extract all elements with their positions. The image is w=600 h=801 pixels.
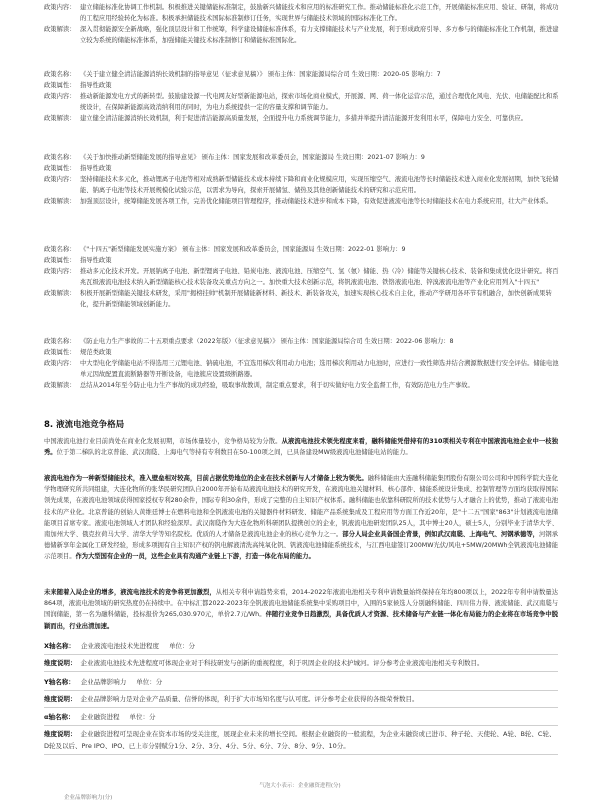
policy-block — [44, 244, 560, 310]
row-label: 政策解读： — [44, 382, 76, 389]
row-label: 政策内容： — [44, 176, 76, 183]
policy-block — [44, 152, 560, 207]
axis-desc-text: 企业液流电池技术先进程度可体现企业对于科技研发与创新的重视程度，利于巩固企业的技术护城河。评分参考企业液流电池相关专利数目。 — [80, 659, 484, 667]
row-label: 政策属性： — [44, 349, 76, 356]
row-text: 加强顶层设计，统筹储能发展各项工作，完善优化储能项目管理程序，推动储能技术进步和成本下降，有效促进液流电池等长时储能技术在电力系统应用，壮大产业体系。 — [80, 198, 553, 205]
section-heading — [44, 418, 124, 430]
para-text: 位于第二梯队的北京普能、武汉南瓞、上海电气等持有专利数目在50-100项之间，已具备建设MW级液流电池储能电站的能力。 — [56, 449, 412, 457]
policy-row — [44, 358, 560, 380]
policy-meta — [80, 69, 560, 80]
policy-date: 生效日期：2021-07 — [335, 154, 394, 161]
section-title-text: 液流电池竞争格局 — [56, 420, 125, 430]
policy-row — [44, 2, 560, 24]
para-text: 融科储能由大连融科储能集团股份有限公司公司和中国科学院大连化学物理研究所共同组建，大连化物所的张华民研究团队自2000年开始布局液流电池技术的研究开发，在液流电池关键材料、核心部件、储能系统设计集成、控制管理等方面均获取得国际领先成果，在液流电池领域获得国家授权专利280余件，国际专利30余件，形成了完整的自主知识产权体系。融科储能也依靠科研院所的技术优势与人才融合上的优势，推动了液流电池技术的产业化。北京普能的创始人黄维廷博士在燃料电池和全钒液流电池的关键器件材料研发、储能产品系统集成及工程应用等方面工作近20年，是"十二五"国家"863"计划液流电池储能项目首席专家。液流电池领域人才团队和经验深厚。武汉南瓞作为大连化物所科研团队提携创立的企业，钒液流电池研发团队25人，其中博士20人，硕士5人，分别毕业于清华大学、南加州大学、俄克拉荷马大学、清华大学等知名院校。优质的人才储备是液流电池企业的核心竞争力之一。 — [44, 475, 559, 539]
policy-block — [44, 336, 560, 391]
chart-y-axis-label: 企业品牌影响力(分) — [64, 795, 113, 801]
axis-definition-y — [44, 676, 558, 708]
policy-title: 《关于加快推动新型储能发展的指导意见》 — [80, 154, 200, 161]
axis-unit-label: 单位： — [136, 678, 156, 686]
row-label: 政策内容： — [44, 93, 76, 100]
axis-definition-alpha — [44, 711, 558, 755]
policy-name-label: 政策名称： — [44, 154, 76, 161]
axis-key: Y轴名称： — [44, 678, 75, 686]
row-text: 指导性政策 — [80, 82, 112, 89]
policy-influence: 影响力：7 — [411, 71, 441, 78]
row-label: 政策属性： — [44, 257, 76, 264]
row-text: 推动新能源发电方式的新转型。鼓励建设源一代电网友好型新能源电站，探索市场化商业模式，开展源、网、荷一体化运营示范，通过合理优化风电、光伏、电储能配比和系统设计，在保障新能源高效消纳利用的同时，为电力系统提供一定的容量支撑和调节能力。 — [80, 93, 559, 111]
para-emphasis: 部分人局企业具备国企背景，例如武汉南瓞、上海电气、河钢承德等， — [342, 531, 540, 539]
policy-row — [44, 113, 560, 124]
section-number: 8. — [44, 420, 54, 430]
row-label: 政策属性： — [44, 165, 76, 172]
para-emphasis: 从液流电池技术领先程度来看，融科储能凭借持有的310项相关专利在中国液流电池企业中一枝独秀。 — [44, 438, 559, 457]
policy-title: 《防止电力生产事故的二十五项重点要求（2022年版）（征求意见稿）》 — [80, 338, 279, 345]
axis-head — [44, 676, 558, 691]
policy-meta — [80, 152, 560, 163]
axis-unit-label: 单位： — [129, 713, 149, 721]
row-text: 建立储能标准化协调工作机制。积极推进关键储能标准制定，鼓励新兴储能技术和应用的标准研究工作。推动储能标准化示范工作，开展储能标准应用、验证、研制，将成功的工程应用经验转化为标准。积极承担储能技术国际标准制修订任务，实现世界与储能技术领域的国际标准化工作。 — [80, 4, 559, 22]
row-label: 政策内容： — [44, 360, 76, 367]
para-emphasis: 液流电池作为一种新型储能技术，准入壁垒相对较高，目前占据优势地位的企业在技术创新与人才储备上较为领先。 — [44, 475, 368, 482]
policy-issuer: 颁布主体：国家发展和改革委员会，国家能源局 — [201, 154, 334, 161]
para-emphasis: 伴随行业竞争日趋激烈，具备优质人才资源、技术储备与产业链一体化布局能力的企业将在市场竞争中脱颖而出，行业出清加速。 — [44, 611, 558, 630]
policy-row — [44, 80, 560, 91]
axis-desc-key: 维度说明： — [44, 659, 77, 667]
row-text: 指导性政策 — [80, 257, 112, 264]
policy-meta-row — [44, 69, 560, 80]
para-emphasis: 未来随着入局企业的增多，液流电池技术的竞争将更加激烈， — [44, 589, 216, 596]
paragraph — [44, 587, 558, 632]
policy-row — [44, 380, 560, 391]
policy-row — [44, 196, 560, 207]
policy-block — [44, 69, 560, 124]
row-label: 政策解读： — [44, 26, 76, 33]
axis-name: 企业液流电池技术先进程度 — [81, 642, 160, 650]
row-label: 政策解读： — [44, 290, 76, 297]
row-label: 政策属性： — [44, 82, 76, 89]
axis-head — [44, 640, 558, 655]
axis-key: α轴名称： — [44, 713, 75, 721]
paragraph — [44, 473, 558, 563]
policy-title: 《关于建立健全清洁能源消纳长效机制的指导意见（征求意见稿）》 — [80, 71, 266, 78]
policy-name-label: 政策名称： — [44, 246, 76, 253]
row-text: 中大型电化学储能电站不得选用三元锂电池、钠硫电池，不宜选用梯次利用动力电池；选用梯次利用动力电池时，应进行一致性筛选并结合溯源数据进行安全评估。储能电池单元因故配置直流断路器等开断设备，电池簇应设置级断路器。 — [80, 360, 559, 378]
axis-desc — [44, 655, 558, 672]
policy-influence: 影响力：9 — [376, 246, 406, 253]
policy-meta-row — [44, 152, 560, 163]
row-label: 政策解读： — [44, 115, 76, 122]
policy-name-label: 政策名称： — [44, 71, 76, 78]
axis-head — [44, 711, 558, 726]
row-text: 积极开展新型储能关键技术研发，采用"揭榜挂帅"机制开展储能新材料、新技术、新装备攻关，加速实现核心技术自主化，推动产学研用各环节有机融合，加快创新成果转化，提升新型储能领域创新能力。 — [80, 290, 552, 308]
policy-influence: 影响力：9 — [395, 154, 425, 161]
policy-date: 生效日期：2022-06 — [364, 338, 423, 345]
policy-row — [44, 174, 560, 196]
row-text: 坚持储能技术多元化，推动锂离子电池等相对成熟新型储能技术成本持续下降和商业化规模应用，实现压缩空气、液流电池等长时储能技术进入商业化发展初期，加快飞轮储能、钠离子电池等技术开展规模化试验示范，以需求为导向，探索开展储氢、储热及其他创新储能技术的研究和示范应用。 — [80, 176, 559, 194]
para-text: 中国液流电池行业目前尚处在商业化发展初期，市场体量较小，竞争格局较为分散。 — [44, 438, 282, 445]
row-text: 规范类政策 — [80, 349, 112, 356]
policy-title: 《"十四五"新型储能发展实施方案》 — [80, 246, 181, 253]
row-text: 指导性政策 — [80, 165, 112, 172]
policy-row — [44, 288, 560, 310]
policy-date: 生效日期：2022-01 — [316, 246, 375, 253]
row-text: 推动多元化技术开发。开展钠离子电池、新型锂离子电池、铅炭电池、液流电池、压缩空气、氢（氨）储能、热（冷）储能等关键核心技术、装备和集成优化设计研究。将百兆瓦级液流电池技术纳入新型储能核心技术装备攻关重点方向之一。加快重大技术创新示范，将钒液流电池、铁铬液流电池、锌溴液流电池等产业化应用列入"十四五" — [80, 268, 559, 286]
policy-issuer: 颁布主体：国家能源局综合司 — [267, 71, 350, 78]
policy-name-label: 政策名称： — [44, 338, 76, 345]
axis-unit: 分 — [188, 642, 196, 650]
policy-issuer: 颁布主体：国家发展和改革委员会，国家能源局 — [182, 246, 315, 253]
policy-row — [44, 91, 560, 113]
axis-unit: 分 — [155, 678, 163, 686]
axis-key: X轴名称： — [44, 642, 76, 650]
policy-meta-row — [44, 336, 560, 347]
row-label: 政策内容： — [44, 4, 76, 11]
axis-desc-text: 企业品牌影响力是对企业产品质量、信誉的体现，利于扩大市场知名度与认可度。评分参考企业获得的各级荣誉数目。 — [80, 695, 419, 703]
axis-desc-text: 企业融资进程可呈现企业在资本市场的受关注度，展现企业未来的增长空间。根据企业融资的一般流程，为企业未融资或已进市、种子轮、天使轮、A轮、B轮、C轮、D轮及以后、Pre IPO、IPO、已上市分别赋分1分、2分、3分、4分、5分、6分、7分、8分、9分、10分。 — [44, 730, 556, 750]
row-text: 深入贯彻能源安全新战略，强化顶层设计和工作统筹，科学建设储能标准体系，有力支撑储能技术与产业发展，利于形成政府引导、多方参与的储能标准化工作机制，推进建立较为系统的储能标准体系，加强储能关键技术标准制修订和储能标准国际化。 — [80, 26, 559, 44]
para-emphasis: 作为大型国有企业的一员，这些企业具有沟通产业链上下游，打造一体化布局的能力。 — [75, 553, 315, 561]
policy-meta — [80, 244, 560, 255]
row-label: 政策解读： — [44, 198, 76, 205]
para-text: 河钢承德储新享年金属化工研发经验，形成多项拥有自主知识产权的钒电解液清洗高纯氧化钒、钒液流电池储能系统技术，与江西电建签订200MW光伏/风电+5MW/20MWh全钒液流电池储能示范项目。 — [44, 531, 559, 561]
row-label: 政策内容： — [44, 268, 76, 275]
policy-date: 生效日期：2020-05 — [351, 71, 410, 78]
policy-row — [44, 266, 560, 288]
policy-block — [44, 2, 560, 46]
policy-row — [44, 255, 560, 266]
axis-name: 企业品牌影响力 — [80, 678, 127, 686]
row-text: 建立健全清洁能源消纳长效机制，利于促进清洁能源高质量发展，全面提升电力系统调节能力，多措并举提升清洁能源开发利用水平，保障电力安全、可靠供应。 — [80, 115, 528, 122]
policy-meta-row — [44, 244, 560, 255]
policy-issuer: 颁布主体：国家能源局综合司 — [280, 338, 363, 345]
axis-unit: 分 — [148, 713, 156, 721]
axis-desc-key: 维度说明： — [44, 730, 77, 738]
policy-influence: 影响力：8 — [424, 338, 454, 345]
axis-desc — [44, 691, 558, 708]
paragraph — [44, 436, 558, 458]
policy-row — [44, 163, 560, 174]
axis-desc-key: 维度说明： — [44, 695, 77, 703]
axis-desc — [44, 726, 558, 755]
row-text: 总结从2014年至今防止电力生产事故的成功经验，吸取事故教训，制定重点要求，利于切实做好电力安全监督工作，有效防范电力生产事故。 — [80, 382, 474, 389]
chart-caption: 气泡大小表示：企业融资进程(分) — [259, 783, 341, 789]
para-text: 从相关专利申请趋势来看，2014-2022年液流电池相关专利申请数量始终保持在年均800项以上，2022年专利申请数量达864项，液流电池领域的研究热度仍在持续中。在中标汇都2022-2023年全钒液流电池储能系统集中采购项目中，入围的5家候选人分别融科储能、四川伟力得、液流储能、武汉南瓞与国润储能，第一名为融科储能，投标报价为265,030.970元，单价2.7元/Wh。 — [44, 589, 558, 619]
axis-name: 企业融资进程 — [80, 713, 120, 721]
axis-unit-label: 单位： — [169, 642, 189, 650]
axis-definition-x — [44, 640, 558, 672]
policy-row — [44, 347, 560, 358]
policy-meta — [80, 336, 560, 347]
policy-row — [44, 24, 560, 46]
